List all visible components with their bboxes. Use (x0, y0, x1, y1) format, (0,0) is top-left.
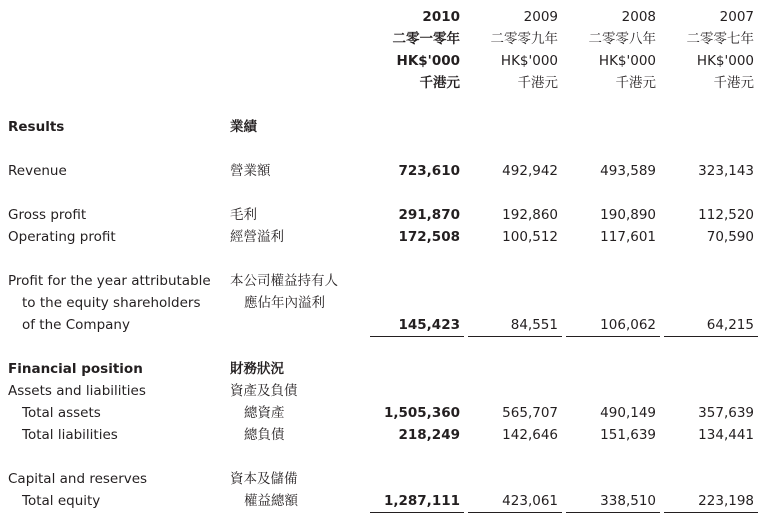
underline-equity-2009 (468, 512, 562, 513)
row-revenue-value-2007: 323,143 (698, 163, 754, 179)
row-profit-attributable-value-2007: 64,215 (706, 317, 754, 333)
header-year-zh-2010: 二零一零年 (392, 31, 460, 47)
row-total-equity-value-2008: 338,510 (600, 493, 656, 509)
header-year-2010: 2010 (422, 9, 460, 25)
row-total-assets-value-2008: 490,149 (600, 405, 656, 421)
row-total-equity-value-2010: 1,287,111 (383, 493, 460, 509)
row-gross-profit-value-2007: 112,520 (698, 207, 754, 223)
header-unit-zh-2010: 千港元 (419, 75, 460, 91)
row-total-equity-label-zh: 權益總額 (244, 493, 298, 509)
row-revenue-value-2009: 492,942 (502, 163, 558, 179)
header-unit-2007: HK$'000 (696, 53, 754, 69)
row-revenue-label-zh: 營業額 (230, 163, 271, 179)
row-operating-profit-value-2007: 70,590 (706, 229, 754, 245)
row-total-assets-value-2009: 565,707 (502, 405, 558, 421)
header-unit-2010: HK$'000 (396, 53, 460, 69)
header-unit-2009: HK$'000 (500, 53, 558, 69)
section-results-label-zh: 業績 (230, 119, 257, 135)
row-gross-profit-value-2010: 291,870 (398, 207, 460, 223)
underline-profit-2007 (664, 336, 758, 337)
header-year-2009: 2009 (523, 9, 558, 25)
underline-profit-2009 (468, 336, 562, 337)
row-gross-profit-label: Gross profit (8, 207, 87, 223)
row-profit-attributable-label-line1: Profit for the year attributable (8, 273, 211, 289)
header-year-2008: 2008 (621, 9, 656, 25)
header-year-zh-2008: 二零零八年 (588, 31, 656, 47)
row-profit-attributable-label-zh-line2: 應佔年內溢利 (244, 295, 325, 311)
row-operating-profit-value-2010: 172,508 (398, 229, 460, 245)
row-profit-attributable-label-zh-line1: 本公司權益持有人 (230, 273, 338, 289)
row-total-equity-label: Total equity (22, 493, 101, 509)
underline-equity-2010 (370, 512, 464, 513)
row-gross-profit-value-2009: 192,860 (502, 207, 558, 223)
row-total-liabilities-label-zh: 總負債 (244, 427, 285, 443)
section-financial-position-label: Financial position (8, 361, 143, 377)
row-profit-attributable-value-2008: 106,062 (600, 317, 656, 333)
underline-equity-2008 (566, 512, 660, 513)
header-year-zh-2007: 二零零七年 (686, 31, 754, 47)
row-profit-attributable-label-line3: of the Company (22, 317, 130, 333)
row-total-equity-value-2007: 223,198 (698, 493, 754, 509)
row-revenue-value-2010: 723,610 (398, 163, 460, 179)
row-profit-attributable-value-2010: 145,423 (398, 317, 460, 333)
row-total-liabilities-value-2008: 151,639 (600, 427, 656, 443)
row-capital-reserves-label-zh: 資本及儲備 (230, 471, 298, 487)
row-gross-profit-label-zh: 毛利 (230, 207, 257, 223)
row-operating-profit-label: Operating profit (8, 229, 116, 245)
row-total-liabilities-value-2010: 218,249 (398, 427, 460, 443)
header-unit-zh-2009: 千港元 (517, 75, 558, 91)
row-total-liabilities-value-2009: 142,646 (502, 427, 558, 443)
row-profit-attributable-label-line2: to the equity shareholders (22, 295, 201, 311)
header-unit-zh-2008: 千港元 (615, 75, 656, 91)
row-total-equity-value-2009: 423,061 (502, 493, 558, 509)
row-revenue-value-2008: 493,589 (600, 163, 656, 179)
row-total-assets-value-2010: 1,505,360 (383, 405, 460, 421)
row-total-assets-value-2007: 357,639 (698, 405, 754, 421)
row-assets-liabilities-label-zh: 資產及負債 (230, 383, 298, 399)
underline-equity-2007 (664, 512, 758, 513)
row-revenue-label: Revenue (8, 163, 67, 179)
section-financial-position-label-zh: 財務狀況 (230, 361, 284, 377)
row-total-liabilities-label: Total liabilities (22, 427, 118, 443)
row-capital-reserves-label: Capital and reserves (8, 471, 148, 487)
row-assets-liabilities-label: Assets and liabilities (8, 383, 146, 399)
section-results-label: Results (8, 119, 65, 135)
row-profit-attributable-value-2009: 84,551 (510, 317, 558, 333)
row-total-liabilities-value-2007: 134,441 (698, 427, 754, 443)
underline-profit-2010 (370, 336, 464, 337)
row-operating-profit-value-2008: 117,601 (600, 229, 656, 245)
row-gross-profit-value-2008: 190,890 (600, 207, 656, 223)
row-operating-profit-value-2009: 100,512 (502, 229, 558, 245)
header-year-2007: 2007 (719, 9, 754, 25)
underline-profit-2008 (566, 336, 660, 337)
header-unit-zh-2007: 千港元 (713, 75, 754, 91)
row-total-assets-label-zh: 總資產 (244, 405, 285, 421)
row-operating-profit-label-zh: 經營溢利 (230, 229, 284, 245)
row-total-assets-label: Total assets (22, 405, 101, 421)
header-year-zh-2009: 二零零九年 (490, 31, 558, 47)
header-unit-2008: HK$'000 (598, 53, 656, 69)
